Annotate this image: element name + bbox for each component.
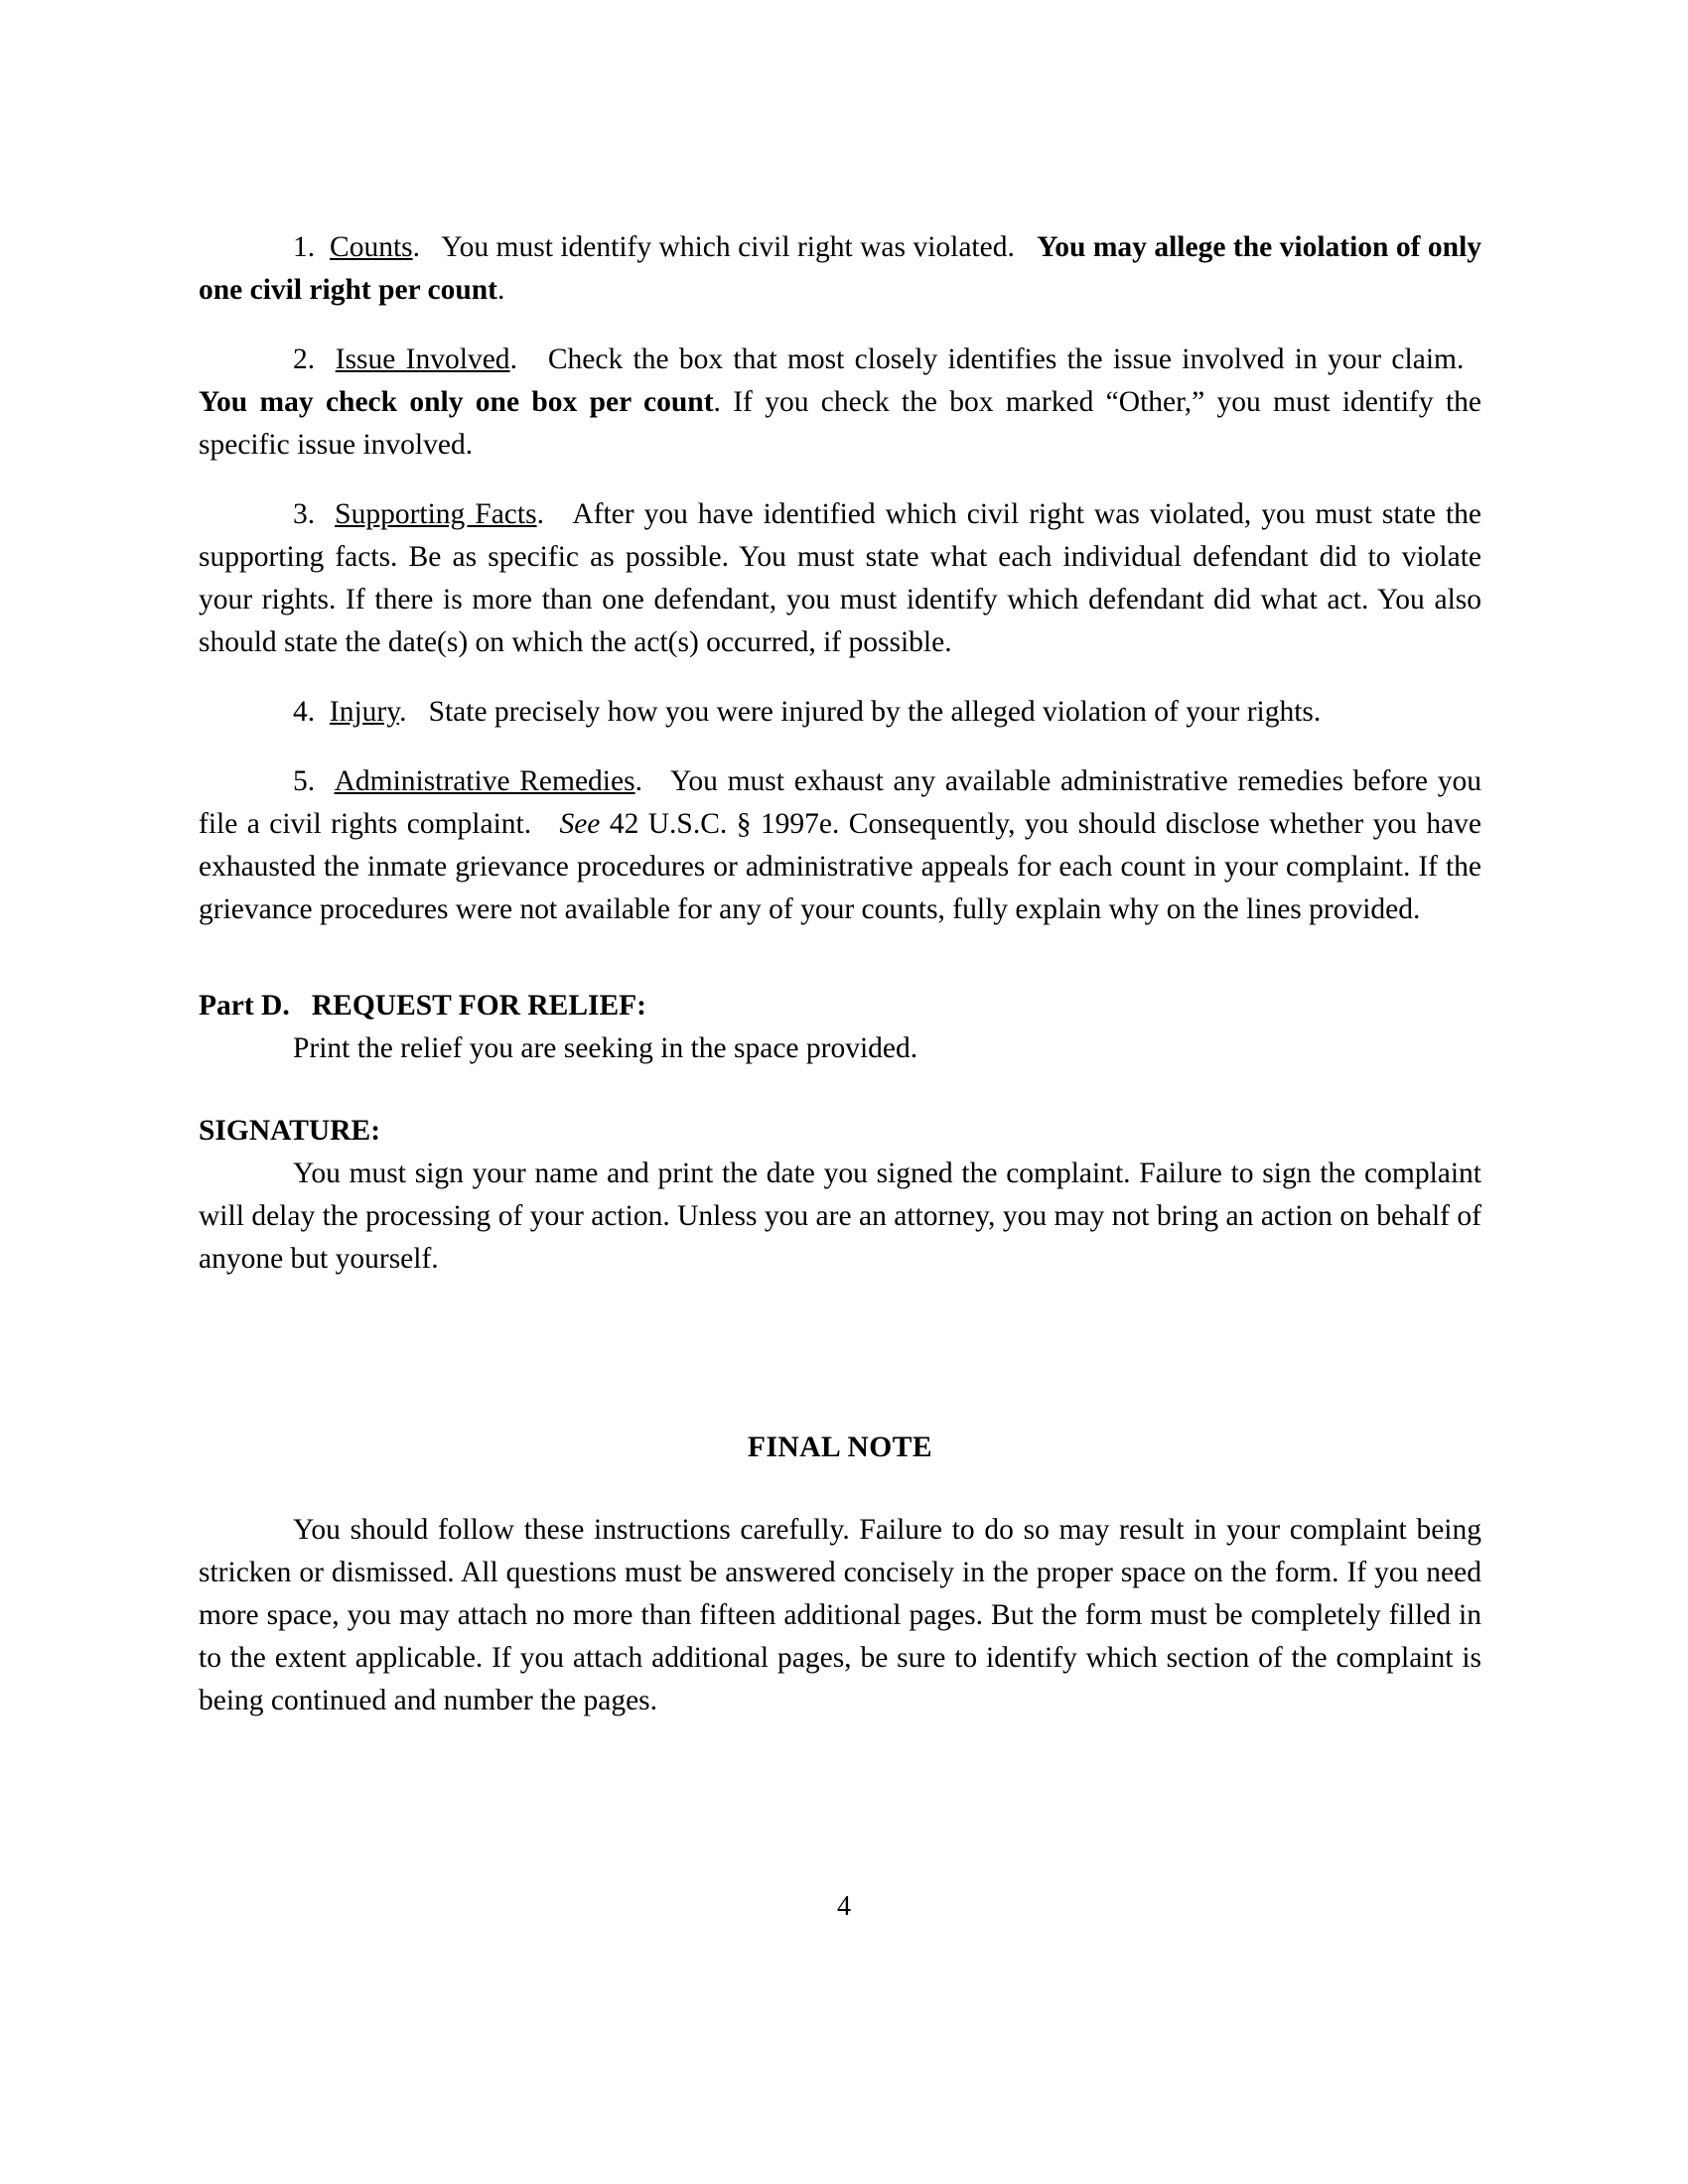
instruction-paragraph-4 [199,691,1481,734]
instruction-number-4: 4. [293,696,316,728]
instruction-term-suffix-1: . [412,231,420,263]
instruction-term-suffix-3: . [536,498,544,530]
spacer-before-final-note [199,1307,1481,1367]
instruction-body-3: After you have identified which civil right was violated, you must state the supporting facts. Be as specific as possible. You must state what each individual defendant did to violate your rights. If there is more than one defendant, you must identify which defendant did what act. You also should state the date(s) on which the act(s) occurred, if possible. [199,498,1481,658]
document-content [199,226,1481,1749]
spacer-before-final-note-2 [199,1367,1481,1427]
instruction-paragraph-1 [199,226,1481,312]
final-note-body: You should follow these instructions carefully. Failure to do so may result in your complaint being stricken or dismissed. All questions must be answered concisely in the proper space on the form. If you need more space, you may attach no more than fifteen additional pages. But the form must be completely filled in to the extent applicable. If you attach additional pages, be sure to identify which section of the complaint is being continued and number the pages. [199,1514,1481,1716]
instruction-number-3: 3. [293,498,316,530]
instruction-body-5: You must exhaust any available administrative remedies before you file a civil rights complaint. [199,765,1481,840]
instruction-term-2: Issue Involved [335,343,510,375]
instruction-paragraph-5 [199,760,1481,931]
final-note-heading: FINAL NOTE [747,1432,933,1463]
page-number: 4 [837,1891,851,1922]
signature-heading: SIGNATURE: [199,1115,381,1147]
instruction-bold-1: You may allege the violation of only one civil right per count [199,231,1482,306]
instruction-citation-body-5: 42 U.S.C. § 1997e. Consequently, you should disclose whether you have exhausted the inmate grievance procedures or administrative appeals for each count in your complaint. If the grievance procedures were not available for any of your counts, fully explain why on the lines provided. [199,808,1482,925]
part-d-body: Print the relief you are seeking in the space provided. [293,1032,918,1064]
spacer-before-part-d [199,958,1481,985]
instruction-italic-citation-5: See [559,808,601,840]
instruction-bold-2: You may check only one box per count [199,386,714,418]
instruction-number-1: 1. [293,231,316,263]
spacer-after-final-note-heading [199,1469,1481,1509]
instruction-body-1: You must identify which civil right was violated. [441,231,1015,263]
instruction-body-after-1: . [497,274,505,306]
instruction-body-after-2: . If you check the box marked “Other,” you must identify the specific issue involved. [199,386,1481,461]
spacer-before-signature [199,1070,1481,1110]
instruction-term-suffix-2: . [509,343,517,375]
instruction-body-2: Check the box that most closely identifies the issue involved in your claim. [547,343,1465,375]
instruction-term-3: Supporting Facts [335,498,537,530]
instruction-term-5: Administrative Remedies [334,765,635,797]
instruction-term-suffix-4: . [399,696,407,728]
instruction-term-4: Injury [329,696,400,728]
signature-body: You must sign your name and print the date you signed the complaint. Failure to sign the complaint will delay the processing of your action. Unless you are an attorney, you may not bring an action on behalf of anyone but yourself. [199,1158,1481,1275]
instruction-paragraph-3 [199,493,1481,664]
instruction-term-1: Counts [330,231,413,263]
instruction-number-2: 2. [293,343,316,375]
instruction-body-4: State precisely how you were injured by the alleged violation of your rights. [428,696,1322,728]
instruction-term-suffix-5: . [634,765,642,797]
part-d-heading: Part D. REQUEST FOR RELIEF: [199,990,646,1022]
instruction-paragraph-2 [199,339,1481,467]
instruction-number-5: 5. [293,765,316,797]
